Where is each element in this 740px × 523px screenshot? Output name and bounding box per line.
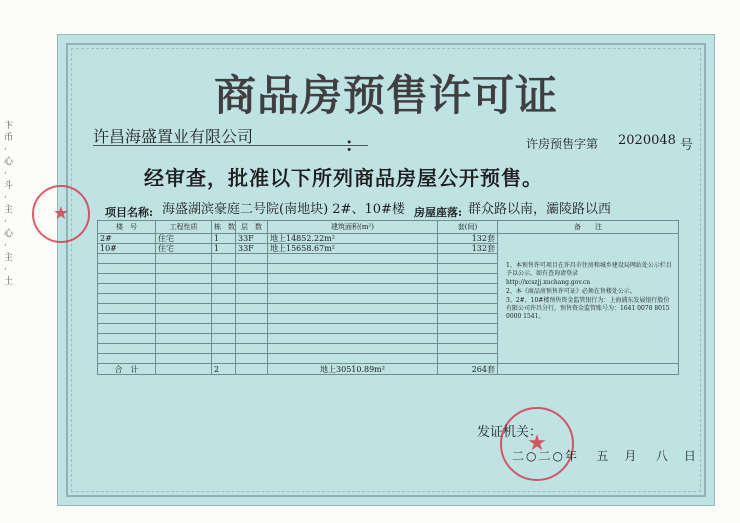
binding-margin-marks: 卞 币 · 心 · 斗 · 主 · 心 · 主 · 土	[4, 121, 14, 287]
header-count: 栋 数	[212, 221, 236, 234]
table-row	[98, 234, 679, 244]
location-label: 房屋座落:	[414, 206, 463, 219]
company-name: 许昌海盛置业有限公司	[93, 127, 254, 146]
remarks-notes	[498, 234, 679, 364]
units-table	[97, 220, 679, 375]
cell-units: 132套	[438, 244, 498, 254]
company-colon: ：	[345, 135, 363, 156]
issue-date	[512, 447, 698, 464]
table-header-row	[98, 221, 679, 234]
note-item: 1、本预售许可项目在许昌市住房和城乡建设局网站处公示栏目予以公示，如有查询请登录	[506, 262, 672, 277]
issuer-label: 发证机关：	[477, 425, 543, 440]
company-underline	[93, 145, 368, 146]
issuer-red-seal	[500, 407, 574, 481]
cell-nature: 住宅	[156, 234, 212, 244]
cell-floors: 33F	[236, 234, 268, 244]
header-nature: 工程性质	[156, 221, 212, 234]
cell-nature: 住宅	[156, 244, 212, 254]
total-label: 合 计	[98, 364, 156, 375]
left-red-seal	[32, 185, 90, 243]
permit-suffix: 号	[680, 138, 694, 153]
header-area: 建筑面积(m²)	[268, 221, 438, 234]
cell-building: 10#	[98, 244, 156, 254]
seal-star-icon: ★	[527, 431, 547, 456]
cell-count: 1	[212, 234, 236, 244]
project-name: 海盛湖滨豪庭二号院(南地块) 2#、10#楼	[162, 202, 405, 217]
cell-count: 1	[212, 244, 236, 254]
certificate-sheet	[52, 34, 715, 506]
issue-year: 二○二○年	[512, 449, 579, 463]
cell-units: 132套	[438, 234, 498, 244]
issue-month: 五 月	[596, 449, 639, 463]
location-value: 群众路以南，灞陵路以西	[468, 202, 612, 217]
cell-building: 2#	[98, 234, 156, 244]
total-count: 2	[212, 364, 236, 375]
cell-floors: 33F	[236, 244, 268, 254]
cell-area: 地上15658.67m²	[268, 244, 438, 254]
note-item: 3、2#、10#楼预售资金监管银行为：上海浦东发展银行股份有限公司许昌分行，预售资金监管账号为：1641 0078 8015 0000 1541。	[506, 297, 670, 320]
total-units: 264套	[438, 364, 498, 375]
permit-number: 2020048	[618, 133, 676, 148]
header-units: 套(间)	[438, 221, 498, 234]
total-area: 地上30510.89m²	[268, 364, 438, 375]
project-label: 项目名称:	[105, 206, 154, 219]
seal-star-icon: ★	[52, 203, 70, 224]
header-building: 楼 号	[98, 221, 156, 234]
issue-day: 八 日	[655, 449, 698, 463]
approval-statement: 经审查，批准以下所列商品房屋公开预售。	[144, 166, 543, 190]
table-total-row	[98, 364, 679, 375]
cell-area: 地上14852.22m²	[268, 234, 438, 244]
permit-label: 许房预售字第	[526, 137, 599, 151]
header-remarks: 备 注	[498, 221, 679, 234]
certificate-title: 商品房预售许可证	[213, 71, 558, 120]
note-item: 2、本《商品房预售许可证》必须在售楼处公示。	[506, 288, 636, 295]
header-floors: 层 数	[236, 221, 268, 234]
note-item: http://xcszjj.xuchang.gov.cn	[506, 279, 591, 286]
